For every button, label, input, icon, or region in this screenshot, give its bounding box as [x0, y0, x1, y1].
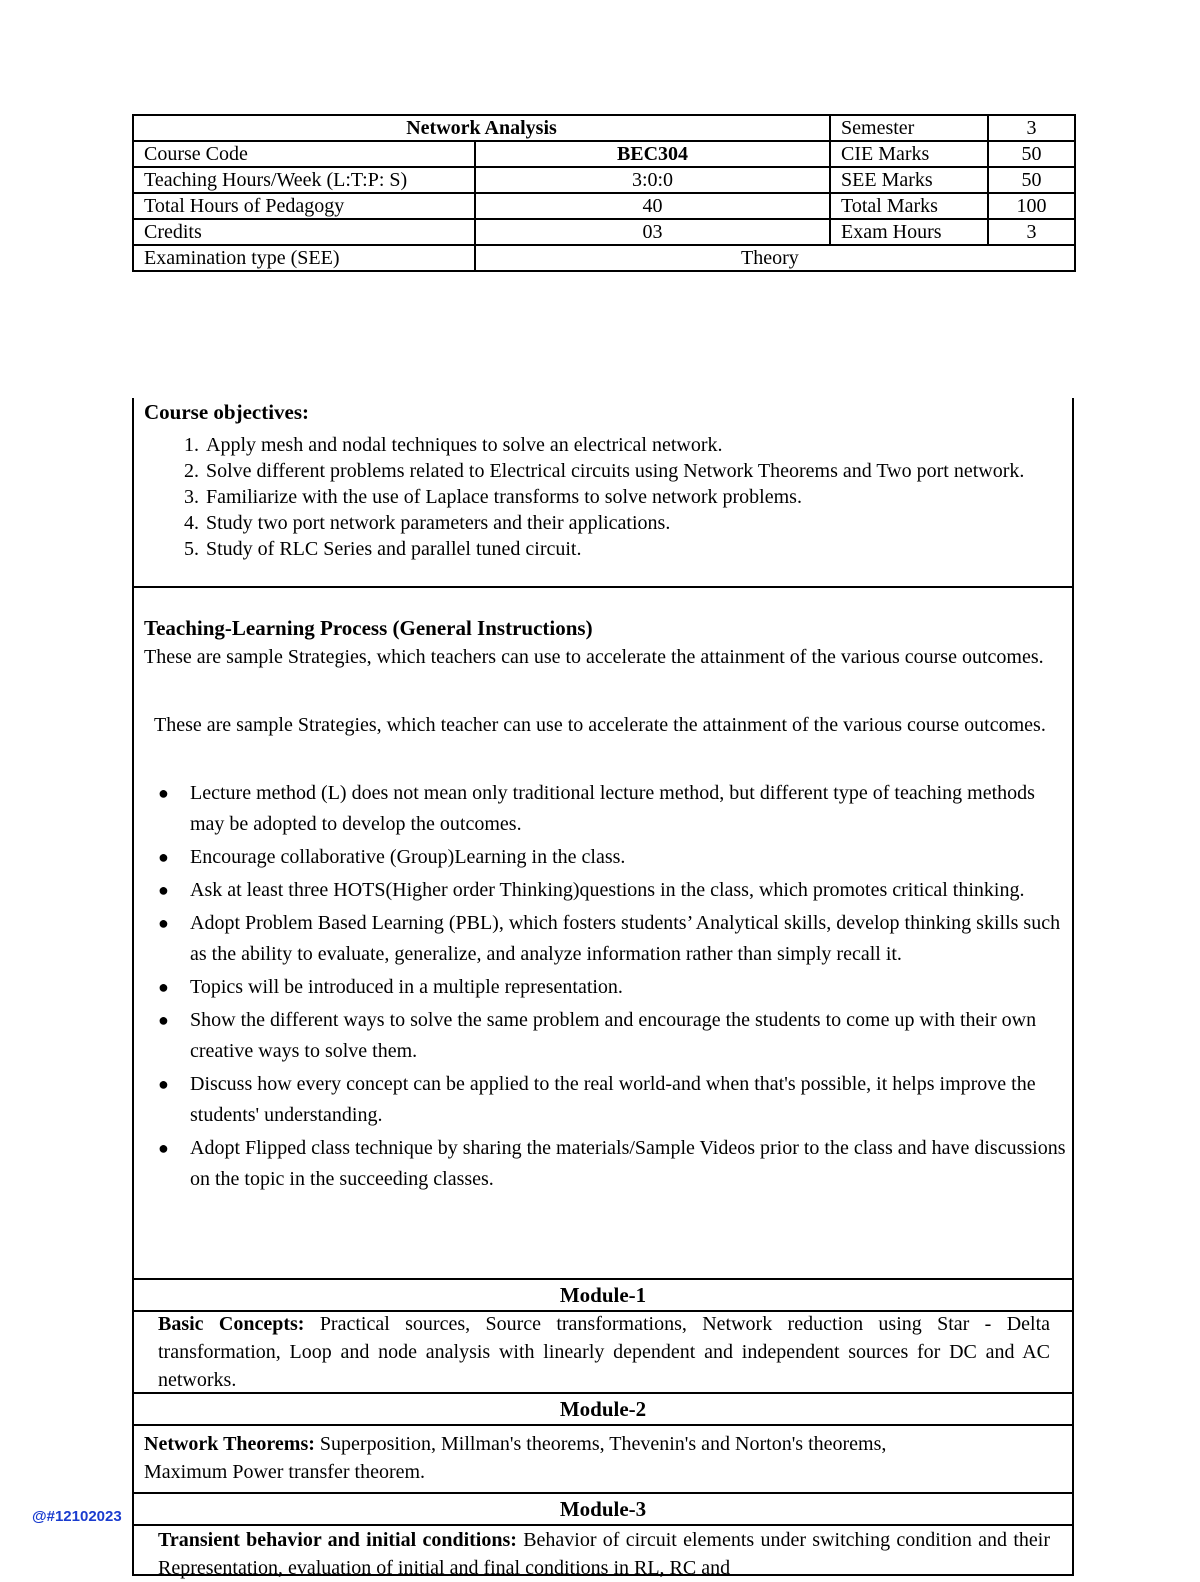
- bullet-icon: ●: [158, 880, 169, 900]
- exam-type-value: Theory: [475, 245, 1075, 271]
- bullet-icon: ●: [158, 977, 169, 997]
- row-label: Total Hours of Pedagogy: [133, 193, 475, 219]
- row-right-label: Total Marks: [830, 193, 988, 219]
- row-right-value: 3: [988, 219, 1075, 245]
- semester-value: 3: [988, 115, 1075, 141]
- row-right-value: 50: [988, 167, 1075, 193]
- strategies-list: [154, 778, 1070, 1197]
- semester-label: Semester: [830, 115, 988, 141]
- course-info-table: [132, 114, 1076, 272]
- bullet-icon: ●: [158, 783, 169, 803]
- bullet-icon: ●: [158, 1138, 169, 1158]
- teaching-heading: Teaching-Learning Process (General Instructions): [144, 616, 593, 640]
- module-1-content: [132, 1310, 1074, 1394]
- row-right-label: CIE Marks: [830, 141, 988, 167]
- row-right-value: 100: [988, 193, 1075, 219]
- list-item: ● Adopt Flipped class technique by sharing the materials/Sample Videos prior to the class and have discussions on the topic in the succeeding classes.: [190, 1133, 1070, 1195]
- module-lead: Network Theorems:: [144, 1433, 315, 1455]
- table-row: [133, 115, 1075, 141]
- table-row: [133, 245, 1075, 271]
- row-label: Credits: [133, 219, 475, 245]
- table-row: [133, 141, 1075, 167]
- bullet-icon: ●: [158, 1010, 169, 1030]
- module-text: Practical sources, Source transformations, Network reduction using Star - Delta transformation, Loop and node analysis with linearly dependent and independent sources for DC and AC networks.: [158, 1313, 1050, 1391]
- row-right-label: Exam Hours: [830, 219, 988, 245]
- list-item: ● Ask at least three HOTS(Higher order Thinking)questions in the class, which promotes critical thinking.: [190, 875, 1070, 906]
- bullet-icon: ●: [158, 913, 169, 933]
- list-item: 3. Familiarize with the use of Laplace transforms to solve network problems.: [204, 484, 1114, 510]
- list-item: ● Encourage collaborative (Group)Learning in the class.: [190, 842, 1070, 873]
- module-3-heading: Module-3: [132, 1494, 1074, 1526]
- row-right-label: SEE Marks: [830, 167, 988, 193]
- list-item: 5. Study of RLC Series and parallel tuned circuit.: [204, 536, 1114, 562]
- row-label: Course Code: [133, 141, 475, 167]
- course-objectives-section: [132, 398, 1074, 588]
- row-label: Teaching Hours/Week (L:T:P: S): [133, 167, 475, 193]
- course-title: Network Analysis: [133, 115, 830, 141]
- bullet-icon: ●: [158, 1074, 169, 1094]
- list-item: ● Adopt Problem Based Learning (PBL), which fosters students’ Analytical skills, develop thinking skills such as the ability to evaluate, generalize, and analyze information rather than simply recall it.: [190, 908, 1070, 970]
- teaching-intro: These are sample Strategies, which teachers can use to accelerate the attainment of the various course outcomes.: [144, 646, 1044, 668]
- list-item: 2. Solve different problems related to Electrical circuits using Network Theorems and Two port network.: [204, 458, 1114, 484]
- list-item: ● Lecture method (L) does not mean only traditional lecture method, but different type of teaching methods may be adopted to develop the outcomes.: [190, 778, 1070, 840]
- module-lead: Transient behavior and initial conditions:: [158, 1529, 517, 1551]
- module-lead: Basic Concepts:: [158, 1313, 305, 1335]
- list-item: ● Show the different ways to solve the same problem and encourage the students to come up with their own creative ways to solve them.: [190, 1005, 1070, 1067]
- table-row: [133, 167, 1075, 193]
- teaching-intro-repeat: These are sample Strategies, which teacher can use to accelerate the attainment of the various course outcomes.: [154, 714, 1046, 736]
- table-row: [133, 219, 1075, 245]
- exam-type-label: Examination type (SEE): [133, 245, 475, 271]
- row-right-value: 50: [988, 141, 1075, 167]
- module-3-content: [132, 1526, 1074, 1579]
- objectives-list: [144, 432, 1114, 562]
- list-item: 1. Apply mesh and nodal techniques to solve an electrical network.: [204, 432, 1114, 458]
- module-text: Superposition, Millman's theorems, Thevenin's and Norton's theorems, Maximum Power transfer theorem.: [144, 1433, 887, 1483]
- document-code: @#12102023: [32, 1508, 122, 1525]
- row-value: 03: [475, 219, 830, 245]
- list-item: ● Discuss how every concept can be applied to the real world-and when that's possible, it helps improve the students' understanding.: [190, 1069, 1070, 1131]
- module-2-heading: Module-2: [132, 1394, 1074, 1426]
- objectives-heading: Course objectives:: [144, 400, 310, 424]
- row-value: 3:0:0: [475, 167, 830, 193]
- module-text: Behavior of circuit elements under switching condition and their Representation, evaluation of initial and final conditions in RL, RC and: [158, 1529, 1050, 1579]
- row-value: 40: [475, 193, 830, 219]
- module-2-content: [132, 1426, 1074, 1494]
- list-item: 4. Study two port network parameters and their applications.: [204, 510, 1114, 536]
- bullet-icon: ●: [158, 847, 169, 867]
- list-item: ● Topics will be introduced in a multiple representation.: [190, 972, 1070, 1003]
- module-1-heading: Module-1: [132, 1278, 1074, 1312]
- table-row: [133, 193, 1075, 219]
- course-code-value: BEC304: [475, 141, 830, 167]
- teaching-learning-section: [132, 588, 1074, 1280]
